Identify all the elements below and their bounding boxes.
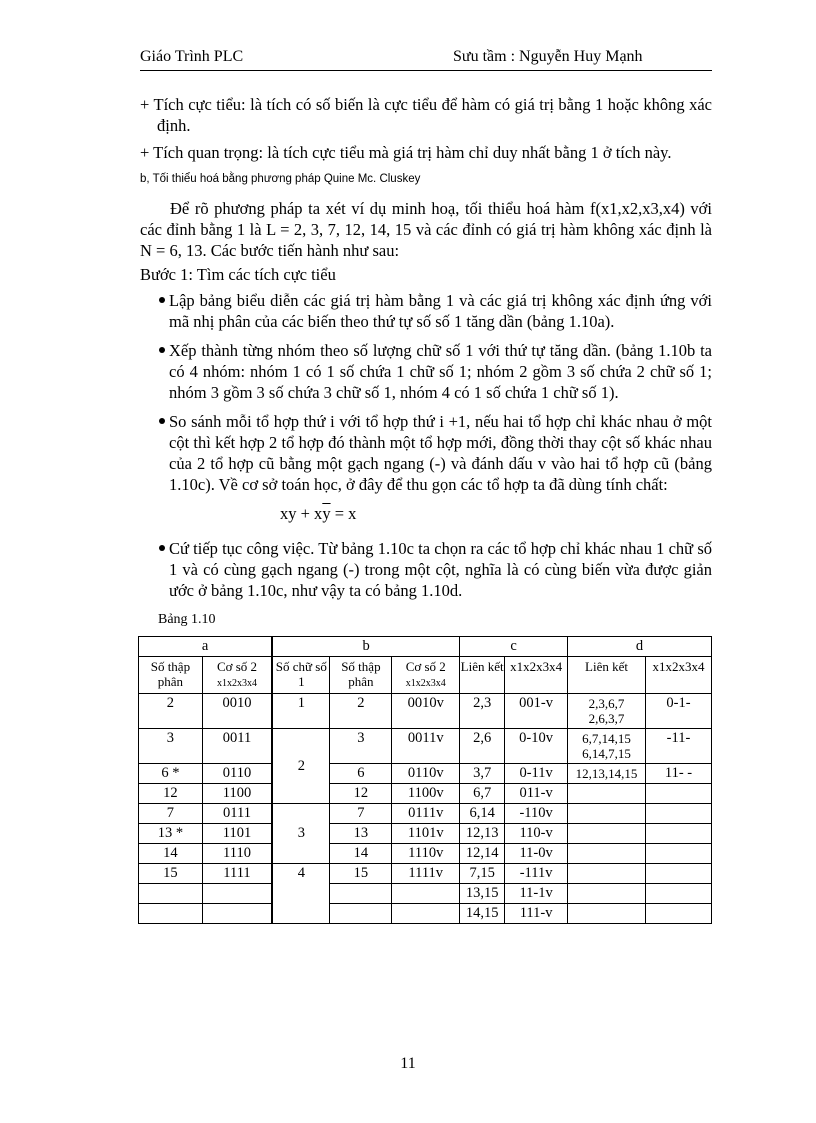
table-row — [139, 884, 712, 904]
table-cell: 13 — [330, 824, 392, 844]
page-content — [140, 94, 712, 924]
table-cell: 2 — [330, 694, 392, 729]
table-cell: 0-1- — [645, 694, 711, 729]
table-cell: 1101v — [392, 824, 460, 844]
formula-rhs: = x — [330, 504, 357, 523]
table-cell: 2,3,6,7 2,6,3,7 — [568, 694, 646, 729]
col-header: Số thập phân — [330, 657, 392, 694]
bullet-icon — [159, 297, 165, 303]
table-cell: 0-10v — [505, 729, 568, 764]
table-cell: 2,3 — [460, 694, 505, 729]
table-cell: 1101 — [202, 824, 272, 844]
group-cell: 3 — [272, 804, 330, 864]
quine-mccluskey-table — [138, 636, 712, 924]
table-cell — [645, 864, 711, 884]
table-cell: 6,14 — [460, 804, 505, 824]
table-cell: 14,15 — [460, 904, 505, 924]
intro-paragraph: Để rõ phương pháp ta xét ví dụ minh hoạ, tối thiểu hoá hàm f(x1,x2,x3,x4) với các đỉnh bằng 1 là L = 2, 3, 7, 12, 14, 15 và các đỉnh có giá trị hàm không xác định là N = 6, 13. Các bước tiến hành như sau: — [140, 199, 712, 260]
group-header: a — [139, 637, 273, 657]
table-cell: -111v — [505, 864, 568, 884]
table-cell: 14 — [330, 844, 392, 864]
table-cell — [645, 784, 711, 804]
table-cell: 001-v — [505, 694, 568, 729]
col-header: Số thập phân — [139, 657, 203, 694]
table-cell — [568, 884, 646, 904]
table-cell: 7,15 — [460, 864, 505, 884]
table-cell — [202, 904, 272, 924]
table-cell: 0110v — [392, 764, 460, 784]
table-cell: 11-0v — [505, 844, 568, 864]
table-cell: 11- - — [645, 764, 711, 784]
bullet-item — [140, 340, 712, 403]
table-row — [139, 844, 712, 864]
table-cell: 6 * — [139, 764, 203, 784]
table-cell: 0111v — [392, 804, 460, 824]
table-cell — [202, 884, 272, 904]
bullet-icon — [159, 347, 165, 353]
table-cell — [568, 904, 646, 924]
table-cell: 0-11v — [505, 764, 568, 784]
table-cell: 3 — [330, 729, 392, 764]
table-row — [139, 764, 712, 784]
formula — [140, 503, 712, 524]
col-header: x1x2x3x4 — [645, 657, 711, 694]
table-row — [139, 864, 712, 884]
table-row — [139, 804, 712, 824]
table-cell — [568, 804, 646, 824]
col-header: Cơ số 2 x1x2x3x4 — [392, 657, 460, 694]
formula-lhs: xy + x — [280, 504, 323, 523]
definition-item: + Tích cực tiểu: là tích có số biến là cực tiểu để hàm có giá trị bằng 1 hoặc không xác định. — [140, 95, 712, 135]
step-heading: Bước 1: Tìm các tích cực tiểu — [140, 265, 336, 284]
bullet-item — [140, 411, 712, 495]
table-cell: 1100 — [202, 784, 272, 804]
table-cell: 111-v — [505, 904, 568, 924]
table-cell — [568, 844, 646, 864]
table-cell: 12 — [139, 784, 203, 804]
table-cell: 0010 — [202, 694, 272, 729]
table-cell: 1110v — [392, 844, 460, 864]
table-cell — [392, 884, 460, 904]
bullet-icon — [159, 545, 165, 551]
table-cell: 6,7 — [460, 784, 505, 804]
subheading: b, Tối thiểu hoá bằng phương pháp Quine Mc. Cluskey — [140, 173, 421, 185]
table-cell: 11-1v — [505, 884, 568, 904]
table-cell: 1111v — [392, 864, 460, 884]
col-header: Liên kết — [460, 657, 505, 694]
bullet-text: So sánh mỗi tổ hợp thứ i với tổ hợp thứ i +1, nếu hai tổ hợp chỉ khác nhau ở một cột thì kết hợp 2 tổ hợp đó thành một tổ hợp mới, đồng thời thay cột số khác nhau của 2 tổ hợp cũ bằng một gạch ngang (-) và đánh dấu v vào hai tổ hợp cũ (bảng 1.10c). Về cơ sở toán học, ở đây để thu gọn các tổ hợp ta đã dùng tính chất: — [169, 412, 712, 494]
table-cell: 15 — [139, 864, 203, 884]
table-cell: 3,7 — [460, 764, 505, 784]
table-cell: 7 — [139, 804, 203, 824]
table-row — [139, 784, 712, 804]
table-cell: -11- — [645, 729, 711, 764]
table-cell — [645, 804, 711, 824]
group-header: c — [460, 637, 568, 657]
table-row — [139, 904, 712, 924]
table-cell: 12,13 — [460, 824, 505, 844]
table-cell: 1100v — [392, 784, 460, 804]
group-cell: 2 — [272, 729, 330, 804]
table-cell: 15 — [330, 864, 392, 884]
table-cell — [568, 784, 646, 804]
table-cell — [568, 864, 646, 884]
table-cell: 6,7,14,15 6,14,7,15 — [568, 729, 646, 764]
table-cell: 2,6 — [460, 729, 505, 764]
table-cell: 3 — [139, 729, 203, 764]
table-cell: 7 — [330, 804, 392, 824]
table-cell: 0011 — [202, 729, 272, 764]
page-number: 11 — [400, 1055, 416, 1072]
table-cell: 0110 — [202, 764, 272, 784]
table-cell: 1110 — [202, 844, 272, 864]
col-header: x1x2x3x4 — [505, 657, 568, 694]
group-header: b — [272, 637, 460, 657]
group-cell: 1 — [272, 694, 330, 729]
bullet-item — [140, 538, 712, 601]
table-cell: 12 — [330, 784, 392, 804]
table-cell — [330, 904, 392, 924]
table-cell — [645, 904, 711, 924]
table-cell: 13 * — [139, 824, 203, 844]
table-row — [139, 694, 712, 729]
table-cell — [139, 884, 203, 904]
header-title: Giáo Trình PLC — [140, 48, 244, 65]
table-cell — [645, 824, 711, 844]
formula-bar: $\overline{y}$ — [322, 504, 331, 523]
bullet-item — [140, 290, 712, 332]
table-cell: 0010v — [392, 694, 460, 729]
table-cell — [139, 904, 203, 924]
table-cell: 13,15 — [460, 884, 505, 904]
group-cell: 4 — [272, 864, 330, 924]
table-cell: 12,14 — [460, 844, 505, 864]
table-cell — [392, 904, 460, 924]
bullet-text: Xếp thành từng nhóm theo số lượng chữ số 1 với thứ tự tăng dần. (bảng 1.10b ta có 4 nhóm: nhóm 1 có 1 số chứa 1 chữ số 1; nhóm 2 gồm 3 số chứa 2 chữ số 1; nhóm 3 gồm 3 số chứa 3 chữ số 1, nhóm 4 có 1 số chứa 1 chữ số 1). — [169, 341, 712, 402]
table-row — [139, 824, 712, 844]
table-cell: -110v — [505, 804, 568, 824]
page-header — [140, 48, 712, 71]
table-cell: 14 — [139, 844, 203, 864]
bullet-text: Cứ tiếp tục công việc. Từ bảng 1.10c ta chọn ra các tổ hợp chỉ khác nhau 1 chữ số 1 và có cùng gạch ngang (-) trong một cột, nghĩa là có cùng biến vừa được giản ước ở bảng 1.10c, như vậy ta có bảng 1.10d. — [169, 539, 712, 600]
header-author: Sưu tầm : Nguyễn Huy Mạnh — [453, 48, 643, 65]
table-cell: 6 — [330, 764, 392, 784]
definition-item: + Tích quan trọng: là tích cực tiểu mà giá trị hàm chỉ duy nhất bằng 1 ở tích này. — [140, 143, 672, 162]
table-cell: 011-v — [505, 784, 568, 804]
table-cell: 12,13,14,15 — [568, 764, 646, 784]
table-cell — [330, 884, 392, 904]
table-cell: 0011v — [392, 729, 460, 764]
table-cell: 0111 — [202, 804, 272, 824]
table-cell — [645, 844, 711, 864]
col-header: Cơ số 2 x1x2x3x4 — [202, 657, 272, 694]
bullet-text: Lập bảng biểu diễn các giá trị hàm bằng 1 và các giá trị không xác định ứng với mã nhị phân của các biến theo thứ tự số số 1 tăng dần (bảng 1.10a). — [169, 291, 712, 331]
table-cell: 1111 — [202, 864, 272, 884]
table-cell — [645, 884, 711, 904]
table-cell: 2 — [139, 694, 203, 729]
table-caption: Bảng 1.10 — [158, 612, 216, 627]
col-header: Số chữ số 1 — [272, 657, 330, 694]
bullet-icon — [159, 418, 165, 424]
table-cell — [568, 824, 646, 844]
table-row — [139, 729, 712, 764]
table-cell: 110-v — [505, 824, 568, 844]
col-header: Liên kết — [568, 657, 646, 694]
group-header: d — [568, 637, 712, 657]
